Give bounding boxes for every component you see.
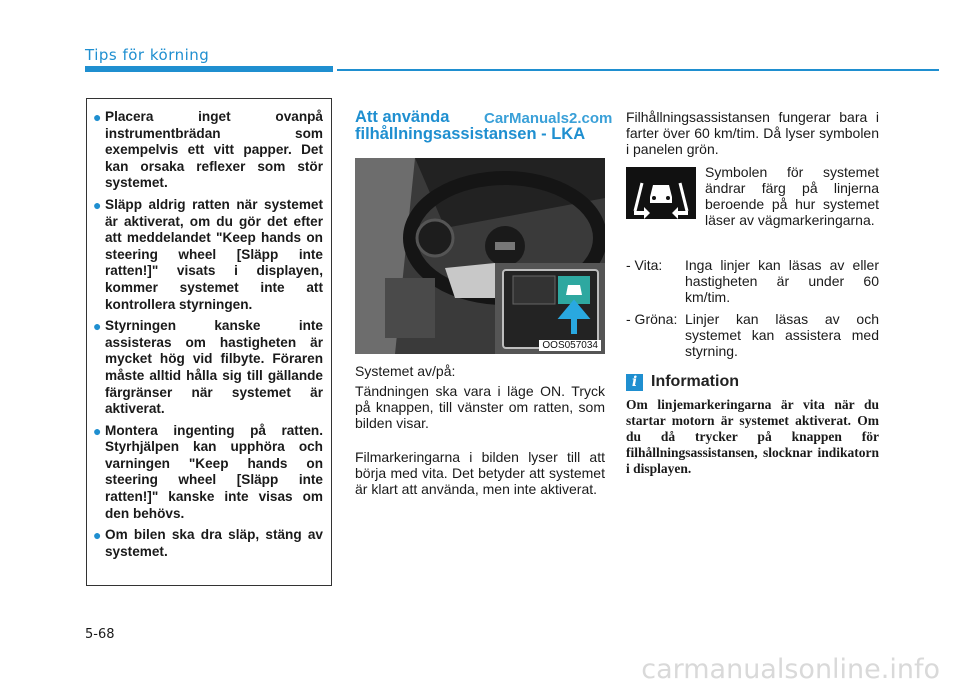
symbol-row	[626, 164, 879, 257]
info-title: Information	[651, 373, 739, 390]
figure-code: OOS057034	[539, 340, 601, 351]
bullet-icon: ●	[93, 109, 102, 125]
def-text: Linjer kan läsas av och systemet kan assistera med styrning.	[685, 311, 879, 359]
warning-item: ● Släpp aldrig ratten när systemet är aktiverat, om du gör det efter att meddelandet "Keep hands on steering wheel [Släpp inte ratten!]" visats i displayen, kommer systemet inte att kontrollera styrningen.	[93, 196, 323, 312]
dashboard-illustration	[355, 158, 605, 354]
info-text: Om linjemarkeringarna är vita när du startar motorn är systemet aktiverat. Om du då trycker på knappen för filhållningsassistansen, slocknar indikatorn i displayen.	[626, 397, 879, 476]
warning-item: ● Montera ingenting på ratten. Styrhjälpen kan upphöra och varningen "Keep hands on steering wheel [Släpp inte ratten!]" kanske inte visas om den behövs.	[93, 422, 323, 521]
header-rule	[337, 69, 939, 71]
intro-text: Filhållningsassistansen fungerar bara i farter över 60 km/tim. Då lyser symbolen i panelen grön.	[626, 109, 879, 157]
lka-body	[355, 363, 605, 497]
def-text: Inga linjer kan läsas av eller hastigheten är under 60 km/tim.	[685, 257, 879, 305]
right-column	[626, 109, 879, 477]
bullet-icon: ●	[93, 318, 102, 335]
onoff-text: Tändningen ska vara i läge ON. Tryck på knappen, till vänster om ratten, som bilden visar.	[355, 383, 605, 431]
def-label: - Gröna:	[626, 311, 678, 327]
bullet-icon: ●	[93, 527, 102, 544]
bullet-icon: ●	[93, 196, 102, 213]
warning-item: ● Placera inget ovanpå instrumentbrädan som exempelvis ett vitt papper. Det kan orsaka reflexer som stör systemet.	[93, 109, 323, 191]
info-icon: i	[626, 374, 643, 391]
watermark: CarManuals2.com	[484, 110, 613, 127]
section-heading: Att använda filhållningsassistansen - LKA	[355, 108, 586, 143]
lane-text: Filmarkeringarna i bilden lyser till att börja med vita. Det betyder att systemet är klart att använda, men inte aktiverat.	[355, 449, 605, 497]
symbol-text: Symbolen för systemet ändrar färg på linjerna beroende på hur systemet läser av vägmarkeringarna.	[705, 164, 879, 228]
bullet-icon: ●	[93, 422, 102, 439]
site-watermark: carmanualsonline.info	[641, 654, 940, 685]
warning-box	[86, 98, 332, 586]
header-bar	[85, 66, 333, 72]
warning-item: ● Styrningen kanske inte assisteras om hastigheten är mycket hög vid filbyte. Föraren måste alltid hålla sig till gällande färgränser när systemet är aktiverat.	[93, 318, 323, 417]
def-label: - Vita:	[626, 257, 663, 273]
dashboard-photo	[355, 158, 605, 354]
info-heading	[626, 373, 879, 391]
lane-keeping-icon	[626, 167, 696, 219]
def-white	[626, 257, 879, 305]
onoff-label: Systemet av/på:	[355, 363, 456, 379]
def-green	[626, 311, 879, 359]
section-title: Tips för körning	[85, 46, 210, 64]
warning-item: ● Om bilen ska dra släp, stäng av systemet.	[93, 527, 323, 559]
page-number: 5-68	[85, 627, 115, 642]
